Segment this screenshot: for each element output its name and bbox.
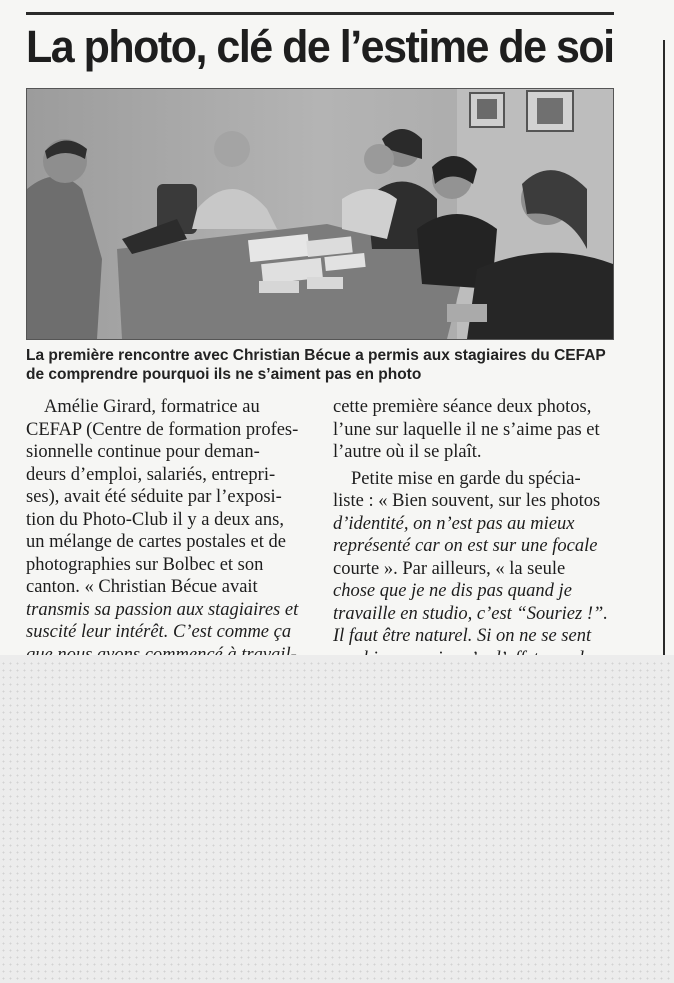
text-line: ses), avait été séduite par l’exposi- [26,487,282,507]
text-line: suscité leur intérêt. C’est comme ça [26,622,292,642]
blank-scan-area [0,660,674,983]
right-column-rule [663,40,665,655]
text-line: tion du Photo-Club il y a deux ans, [26,509,284,530]
top-rule [26,12,614,15]
text-line: canton. « Christian Bécue avait [26,577,258,597]
text-line: courte ». Par ailleurs, « la seule [333,558,566,579]
text-line: transmis sa passion aux stagiaires et [26,599,299,620]
text-line: cette première séance deux photos, [333,397,592,417]
article-photo [26,88,614,340]
caption-line: La première rencontre avec Christian Bécue a permis aux stagiaires du CEFAP [26,347,606,364]
text-line: CEFAP (Centre de formation profes- [26,419,299,440]
text-line: d’identité, on n’est pas au mieux [333,513,575,534]
text-line: un mélange de cartes postales et de [26,532,286,552]
text-line: liste : « Bien souvent, sur les photos [333,491,601,511]
text-line: Il faut être naturel. Si on ne se sent [333,626,592,646]
text-line: travaille en studio, c’est “Souriez !”. [333,603,608,624]
article-headline: La photo, clé de l’estime de soi [26,22,614,73]
caption-line: de comprendre pourquoi ils ne s’aiment pas en photo [26,366,422,383]
text-line: Amélie Girard, formatrice au [44,397,260,417]
text-line: chose que je ne dis pas quand je [333,581,572,601]
text-line: l’une sur laquelle il ne s’aime pas et [333,419,600,440]
text-line: l’autre où il se plaît. [333,442,482,462]
photo-caption [26,346,626,384]
text-line: représenté car on est sur une focale [333,536,598,556]
text-line: photographies sur Bolbec et son [26,554,264,575]
text-line: deurs d’emploi, salariés, entrepri- [26,464,276,485]
text-line: Petite mise en garde du spécia- [351,468,581,489]
photo-meeting-scene [27,89,613,339]
text-line: sionnelle continue pour deman- [26,442,260,462]
